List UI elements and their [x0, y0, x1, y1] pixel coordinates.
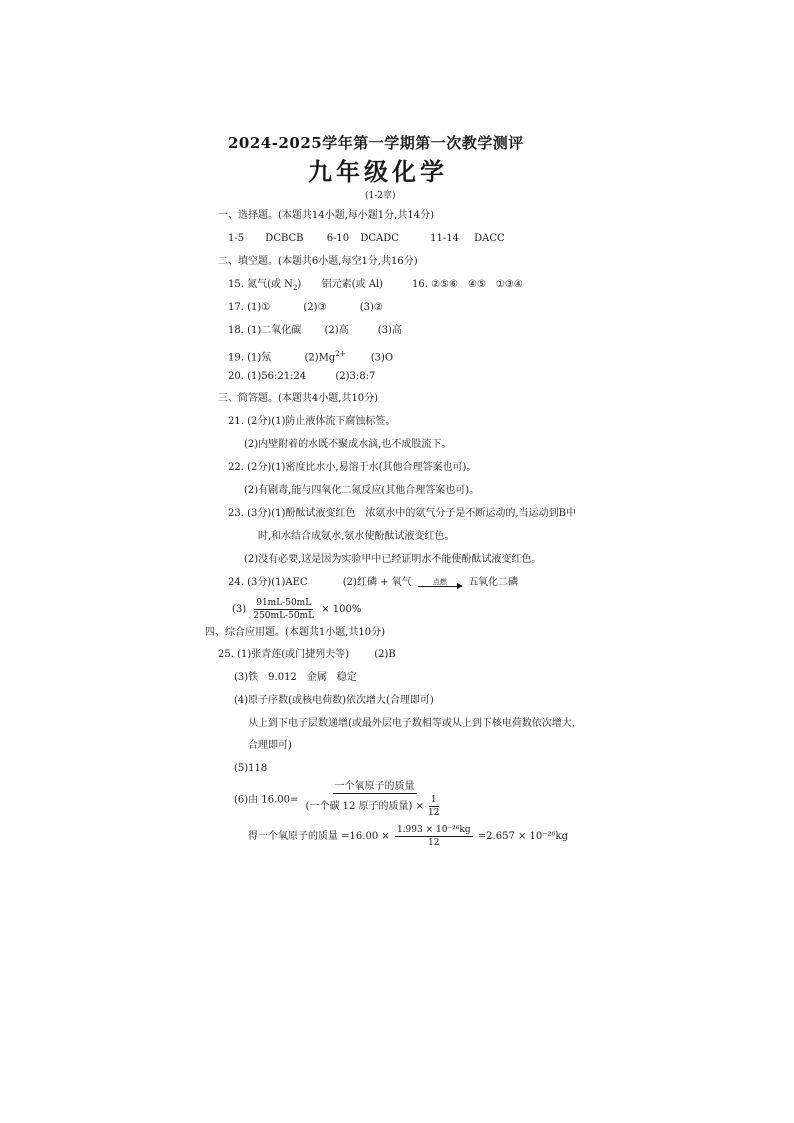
choice-group1-answer: DCBCB [265, 233, 304, 244]
q25-part7-fraction [395, 824, 473, 849]
section-short-answer-title: 三、简答题。(本题共4小题,共10分) [218, 393, 379, 404]
q18-part3: (3)高 [377, 325, 402, 336]
q20-part1: 20. (1)56:21:24 [228, 371, 307, 382]
q21-line2: (2)内壁附着的水既不聚成水滴,也不成股流下。 [244, 439, 452, 450]
q20-answer [228, 370, 375, 384]
q19-part3: (3)O [370, 352, 394, 364]
q24-part1: 24. (3分)(1)AEC [228, 577, 308, 588]
q25-part6-label: (6)由 16.00= [234, 794, 299, 806]
q25-part7 [248, 822, 568, 852]
choice-group3-answer: DACC [474, 233, 505, 244]
q25-part3: (3)铁 9.012 金属 稳定 [234, 672, 357, 683]
twelfth-denominator: 12 [428, 808, 440, 818]
q24-line1 [228, 576, 518, 590]
q21-line1: 21. (2分)(1)防止液体流下腐蚀标签。 [228, 416, 396, 427]
q17-part1: 17. (1)① [228, 302, 271, 313]
q19-part1: 19. (1)氖 [228, 352, 272, 364]
reaction-arrow-icon [418, 578, 462, 587]
q16-answer: 16. ②⑤⑥ ④⑤ ①③④ [412, 279, 523, 290]
q18-part1: 18. (1)二氧化碳 [228, 325, 302, 336]
q18-answer [228, 324, 402, 338]
choice-answers-row [228, 232, 505, 246]
q24-product: 五氧化二磷 [468, 577, 519, 588]
choice-group3-label: 11-14 [430, 233, 459, 244]
q17-part2: (2)③ [303, 302, 327, 313]
q25-part7-numerator: 1.993 × 10⁻²⁶kg [396, 825, 471, 835]
q20-part2: (2)3:8:7 [335, 371, 376, 382]
twelfth-numerator: 1 [430, 795, 437, 805]
choice-group2-answer: DCADC [360, 233, 399, 244]
q25-part6-denominator-text: (一个碳 12 原子的质量) × [305, 801, 424, 812]
section-choice-title: 一、选择题。(本题共14小题,每小题1分,共14分) [218, 210, 434, 221]
q25-part4-line3: 合理即可) [248, 740, 292, 751]
q25-part4-line2: 从上到下电子层数递增(或最外层电子数相等或从上到下核电荷数依次增大, [248, 718, 576, 729]
q24-line2 [232, 597, 361, 622]
q23-line2: (2)没有必要,这是因为实验甲中已经证明水不能使酚酞试液变红色。 [244, 554, 542, 565]
q15-part1: 15. 氮气(或 N [228, 279, 293, 290]
q25-line1 [218, 648, 396, 662]
section-comprehensive-title: 四、综合应用题。(本题共1小题,共10分) [205, 627, 386, 638]
section-fill-title: 二、填空题。(本题共6小题,每空1分,共16分) [218, 256, 418, 267]
q19-superscript: 2+ [335, 350, 346, 358]
q17-part3: (3)② [359, 302, 383, 313]
q25-part1: 25. (1)张青莲(或门捷列夫等) [218, 649, 350, 660]
q15-subscript: 2 [292, 284, 298, 292]
q15-part1-end: ) [297, 279, 302, 290]
q24-percent: × 100% [321, 604, 362, 615]
choice-group1-label: 1-5 [228, 233, 245, 244]
q25-part5: (5)118 [234, 763, 268, 774]
q25-part7-result: =2.657 × 10⁻²⁶kg [477, 831, 569, 842]
q25-part2: (2)B [374, 649, 396, 660]
subject-title: 九年级化学 [308, 157, 448, 186]
q25-part6-fraction [304, 781, 446, 819]
reaction-condition: 点燃 [432, 578, 447, 586]
q25-part4: (4)原子序数(或核电荷数)依次增大(合理即可) [234, 695, 434, 706]
q22-line2: (2)有剧毒,能与四氧化二氮反应(其他合理答案也可)。 [244, 485, 480, 496]
q19-answer [228, 347, 393, 365]
q24-fraction [251, 597, 316, 622]
exam-title: 2024-2025学年第一学期第一次教学测评 [228, 134, 524, 152]
q24-part3-label: (3) [232, 604, 247, 615]
q25-part6-denominator [304, 794, 446, 819]
q25-part7-label: 得一个氧原子的质量 =16.00 × [248, 831, 390, 842]
q19-part2: (2)Mg [304, 352, 336, 364]
q17-answer [228, 301, 383, 315]
chapter-range: (1-2章) [365, 191, 396, 201]
q23-line1-continued: 时,和水结合成氨水,氨水使酚酞试液变红色。 [258, 531, 455, 542]
q18-part2: (2)高 [324, 325, 349, 336]
q15-part2: 铝元素(或 Al) [321, 279, 384, 290]
q25-part6-twelfth [426, 794, 441, 819]
q24-fraction-numerator: 91mL-50mL [256, 598, 312, 608]
q24-fraction-denominator: 250mL-50mL [253, 611, 315, 621]
q25-part6-numerator: 一个氧原子的质量 [334, 781, 415, 792]
q22-line1: 22. (2分)(1)密度比水小,易溶于水(其他合理答案也可)。 [228, 462, 477, 473]
q23-line1: 23. (3分)(1)酚酞试液变红色 浓氨水中的氨气分子是不断运动的,当运动到B中 [228, 508, 576, 519]
choice-group2-label: 6-10 [326, 233, 350, 244]
q25-part6 [234, 781, 447, 819]
q25-part7-denominator: 12 [428, 838, 440, 848]
q24-reactants: (2)红磷 + 氧气 [342, 577, 412, 588]
q15-answer [228, 278, 383, 295]
